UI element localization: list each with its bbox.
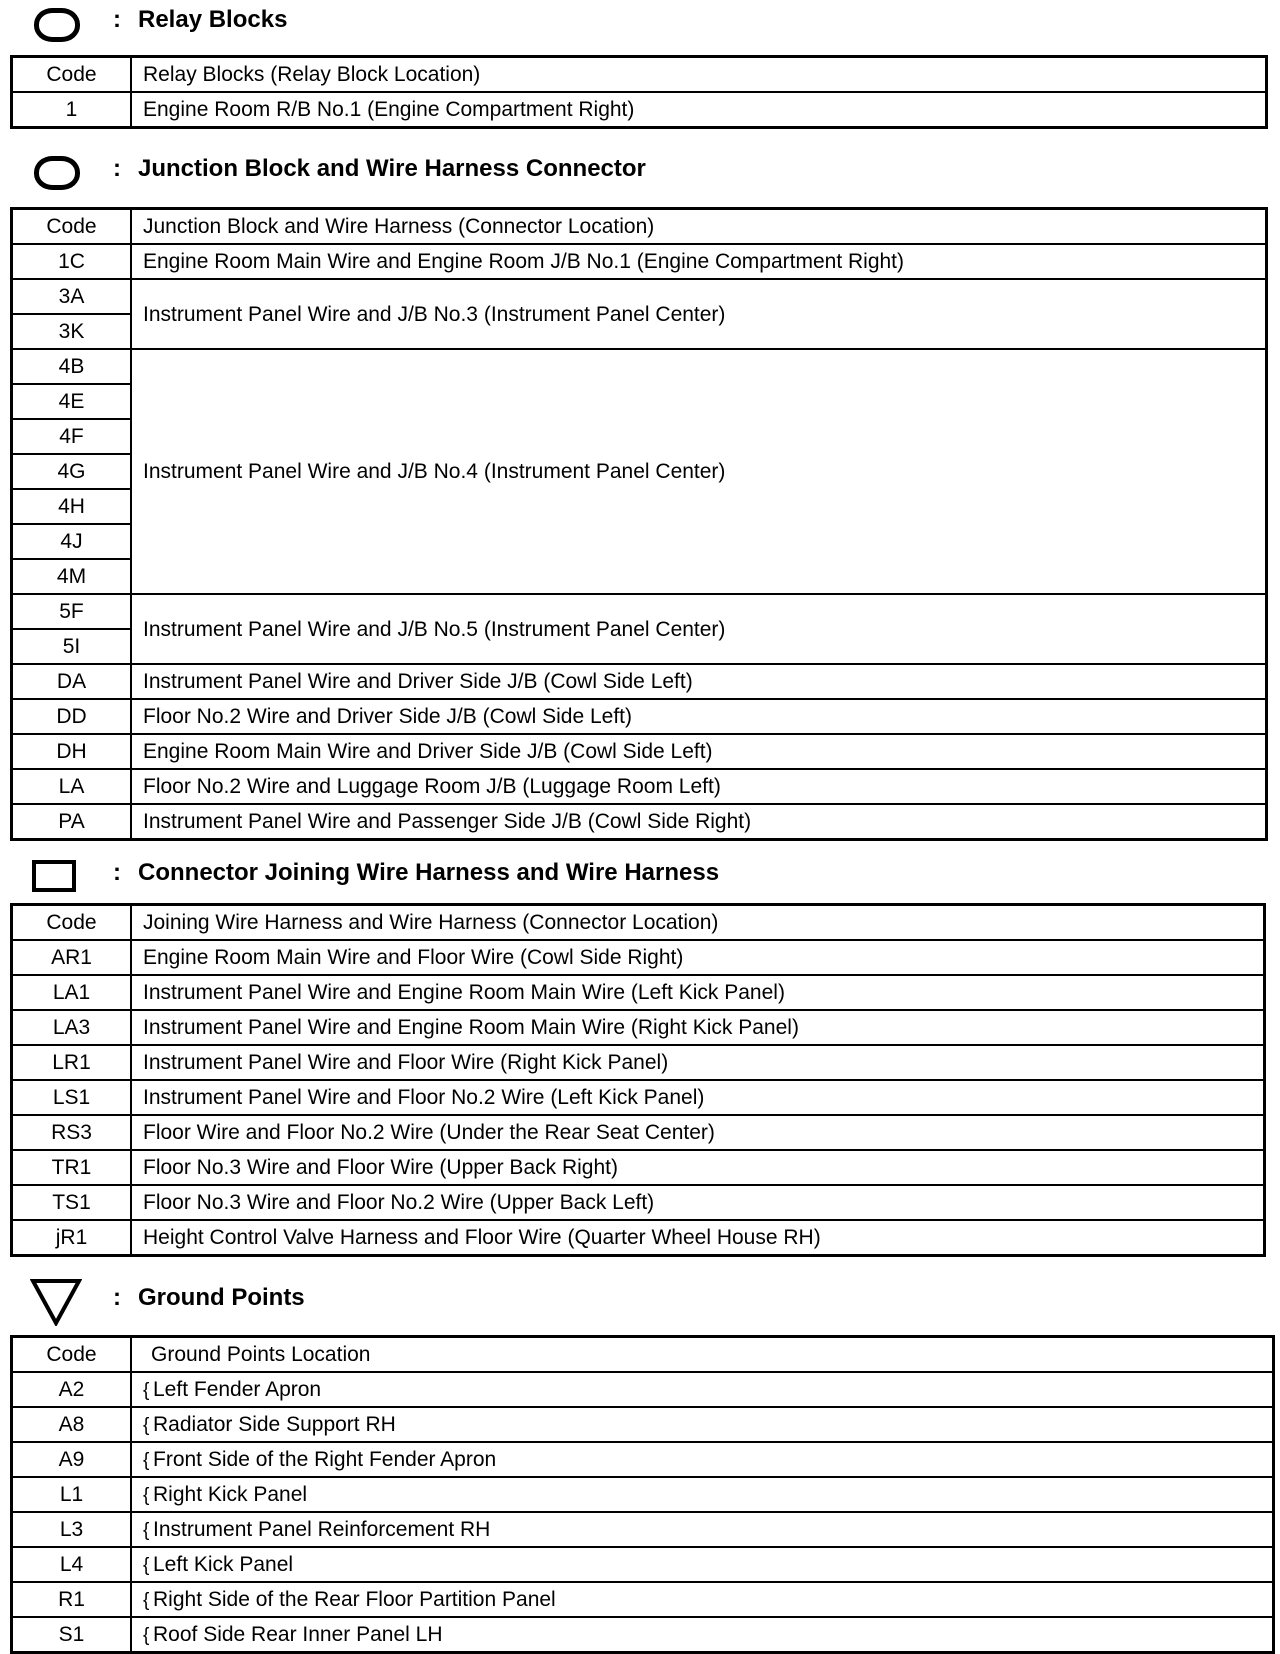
- location-cell: [131, 1407, 1274, 1442]
- ground-points-table: [10, 1335, 1275, 1654]
- table-row: [12, 1185, 1265, 1220]
- location-text: Left Fender Apron: [153, 1377, 322, 1401]
- table-row: [12, 1512, 1274, 1547]
- code-cell: L1: [12, 1477, 132, 1512]
- table-header-row: [12, 57, 1267, 93]
- brace-mark: {: [143, 1519, 150, 1541]
- location-cell: Instrument Panel Wire and J/B No.3 (Instrument Panel Center): [131, 279, 1267, 349]
- code-cell: 4E: [12, 384, 132, 419]
- table-row: [12, 1080, 1265, 1115]
- code-cell: L3: [12, 1512, 132, 1547]
- table-row: [12, 1010, 1265, 1045]
- brace-mark: {: [143, 1449, 150, 1471]
- brace-mark: {: [143, 1589, 150, 1611]
- table-header-row: [12, 905, 1265, 941]
- code-cell: RS3: [12, 1115, 132, 1150]
- code-cell: A2: [12, 1372, 132, 1407]
- brace-mark: {: [143, 1624, 150, 1646]
- location-cell: Engine Room Main Wire and Engine Room J/B No.1 (Engine Compartment Right): [131, 244, 1267, 279]
- location-text: Front Side of the Right Fender Apron: [153, 1447, 497, 1471]
- location-cell: [131, 1442, 1274, 1477]
- code-cell: TS1: [12, 1185, 132, 1220]
- location-column-header: Junction Block and Wire Harness (Connector Location): [131, 209, 1267, 245]
- location-column-header: Ground Points Location: [131, 1337, 1274, 1373]
- code-cell: AR1: [12, 940, 132, 975]
- location-text: Left Kick Panel: [153, 1552, 294, 1576]
- brace-mark: {: [143, 1554, 150, 1576]
- code-cell: PA: [12, 804, 132, 840]
- location-cell: Floor No.2 Wire and Luggage Room J/B (Luggage Room Left): [131, 769, 1267, 804]
- table-row: [12, 1045, 1265, 1080]
- code-cell: jR1: [12, 1220, 132, 1256]
- table-row: [12, 349, 1267, 384]
- brace-mark: {: [143, 1414, 150, 1436]
- code-cell: DH: [12, 734, 132, 769]
- code-cell: 4G: [12, 454, 132, 489]
- table-row: [12, 804, 1267, 840]
- location-cell: Floor No.3 Wire and Floor No.2 Wire (Upper Back Left): [131, 1185, 1265, 1220]
- oval-icon: [34, 156, 80, 190]
- code-column-header: Code: [12, 57, 132, 93]
- location-cell: Floor No.3 Wire and Floor Wire (Upper Back Right): [131, 1150, 1265, 1185]
- table-row: [12, 1372, 1274, 1407]
- location-cell: Instrument Panel Wire and J/B No.4 (Instrument Panel Center): [131, 349, 1267, 594]
- location-cell: Instrument Panel Wire and Floor No.2 Wire (Left Kick Panel): [131, 1080, 1265, 1115]
- code-cell: L4: [12, 1547, 132, 1582]
- table-row: [12, 1220, 1265, 1256]
- location-column-header: Joining Wire Harness and Wire Harness (Connector Location): [131, 905, 1265, 941]
- table-row: [12, 594, 1267, 629]
- table-row: [12, 975, 1265, 1010]
- location-cell: Instrument Panel Wire and Driver Side J/B (Cowl Side Left): [131, 664, 1267, 699]
- code-cell: 3K: [12, 314, 132, 349]
- table-row: [12, 699, 1267, 734]
- table-row: [12, 92, 1267, 128]
- table-row: [12, 1617, 1274, 1653]
- table-header-row: [12, 1337, 1274, 1373]
- code-column-header: Code: [12, 905, 132, 941]
- table-row: [12, 1407, 1274, 1442]
- location-cell: Instrument Panel Wire and Passenger Side J/B (Cowl Side Right): [131, 804, 1267, 840]
- location-cell: Instrument Panel Wire and Engine Room Main Wire (Right Kick Panel): [131, 1010, 1265, 1045]
- table-row: [12, 1442, 1274, 1477]
- code-cell: A8: [12, 1407, 132, 1442]
- section-title: Ground Points: [138, 1284, 305, 1311]
- location-cell: Engine Room R/B No.1 (Engine Compartment Right): [131, 92, 1267, 128]
- location-cell: Instrument Panel Wire and J/B No.5 (Instrument Panel Center): [131, 594, 1267, 664]
- location-text: Right Side of the Rear Floor Partition Panel: [153, 1587, 556, 1611]
- code-cell: 5I: [12, 629, 132, 664]
- code-cell: S1: [12, 1617, 132, 1653]
- location-cell: Instrument Panel Wire and Floor Wire (Right Kick Panel): [131, 1045, 1265, 1080]
- location-cell: Instrument Panel Wire and Engine Room Main Wire (Left Kick Panel): [131, 975, 1265, 1010]
- table-row: [12, 244, 1267, 279]
- code-cell: LR1: [12, 1045, 132, 1080]
- section-title: Connector Joining Wire Harness and Wire Harness: [138, 859, 720, 886]
- heading-colon: :: [113, 6, 121, 33]
- code-cell: 1C: [12, 244, 132, 279]
- table-row: [12, 940, 1265, 975]
- code-column-header: Code: [12, 1337, 132, 1373]
- table-row: [12, 1150, 1265, 1185]
- table-row: [12, 1477, 1274, 1512]
- location-cell: Height Control Valve Harness and Floor Wire (Quarter Wheel House RH): [131, 1220, 1265, 1256]
- location-cell: Engine Room Main Wire and Floor Wire (Cowl Side Right): [131, 940, 1265, 975]
- code-cell: 3A: [12, 279, 132, 314]
- section-title: Relay Blocks: [138, 6, 288, 33]
- code-cell: R1: [12, 1582, 132, 1617]
- location-cell: [131, 1617, 1274, 1653]
- section-title: Junction Block and Wire Harness Connector: [138, 155, 646, 182]
- table-row: [12, 664, 1267, 699]
- code-cell: 1: [12, 92, 132, 128]
- brace-mark: {: [143, 1484, 150, 1506]
- code-cell: DD: [12, 699, 132, 734]
- table-row: [12, 279, 1267, 314]
- table-row: [12, 1115, 1265, 1150]
- code-cell: 4J: [12, 524, 132, 559]
- code-cell: 4H: [12, 489, 132, 524]
- square-icon: [32, 860, 76, 892]
- table-header-row: [12, 209, 1267, 245]
- code-cell: 4M: [12, 559, 132, 594]
- code-cell: 4F: [12, 419, 132, 454]
- table-row: [12, 734, 1267, 769]
- junction-block-table: [10, 207, 1268, 841]
- table-row: [12, 1547, 1274, 1582]
- location-text: Instrument Panel Reinforcement RH: [153, 1517, 491, 1541]
- location-text: Right Kick Panel: [153, 1482, 308, 1506]
- location-cell: [131, 1582, 1274, 1617]
- location-cell: Floor No.2 Wire and Driver Side J/B (Cowl Side Left): [131, 699, 1267, 734]
- code-cell: LA1: [12, 975, 132, 1010]
- location-text: Roof Side Rear Inner Panel LH: [153, 1622, 443, 1646]
- brace-mark: {: [143, 1379, 150, 1401]
- code-cell: A9: [12, 1442, 132, 1477]
- heading-colon: :: [113, 155, 121, 182]
- code-cell: 5F: [12, 594, 132, 629]
- triangle-icon: [30, 1278, 82, 1326]
- code-cell: LA: [12, 769, 132, 804]
- location-cell: [131, 1512, 1274, 1547]
- heading-colon: :: [113, 859, 121, 886]
- location-cell: [131, 1477, 1274, 1512]
- location-cell: Engine Room Main Wire and Driver Side J/B (Cowl Side Left): [131, 734, 1267, 769]
- location-cell: Floor Wire and Floor No.2 Wire (Under the Rear Seat Center): [131, 1115, 1265, 1150]
- code-cell: LS1: [12, 1080, 132, 1115]
- heading-colon: :: [113, 1284, 121, 1311]
- code-cell: TR1: [12, 1150, 132, 1185]
- code-cell: 4B: [12, 349, 132, 384]
- table-row: [12, 1582, 1274, 1617]
- relay-blocks-table: [10, 55, 1268, 129]
- location-text: Radiator Side Support RH: [153, 1412, 396, 1436]
- code-cell: LA3: [12, 1010, 132, 1045]
- connector-joining-table: [10, 903, 1266, 1257]
- location-cell: [131, 1547, 1274, 1582]
- location-cell: [131, 1372, 1274, 1407]
- table-row: [12, 769, 1267, 804]
- location-column-header: Relay Blocks (Relay Block Location): [131, 57, 1267, 93]
- code-cell: DA: [12, 664, 132, 699]
- code-column-header: Code: [12, 209, 132, 245]
- oval-icon: [34, 8, 80, 42]
